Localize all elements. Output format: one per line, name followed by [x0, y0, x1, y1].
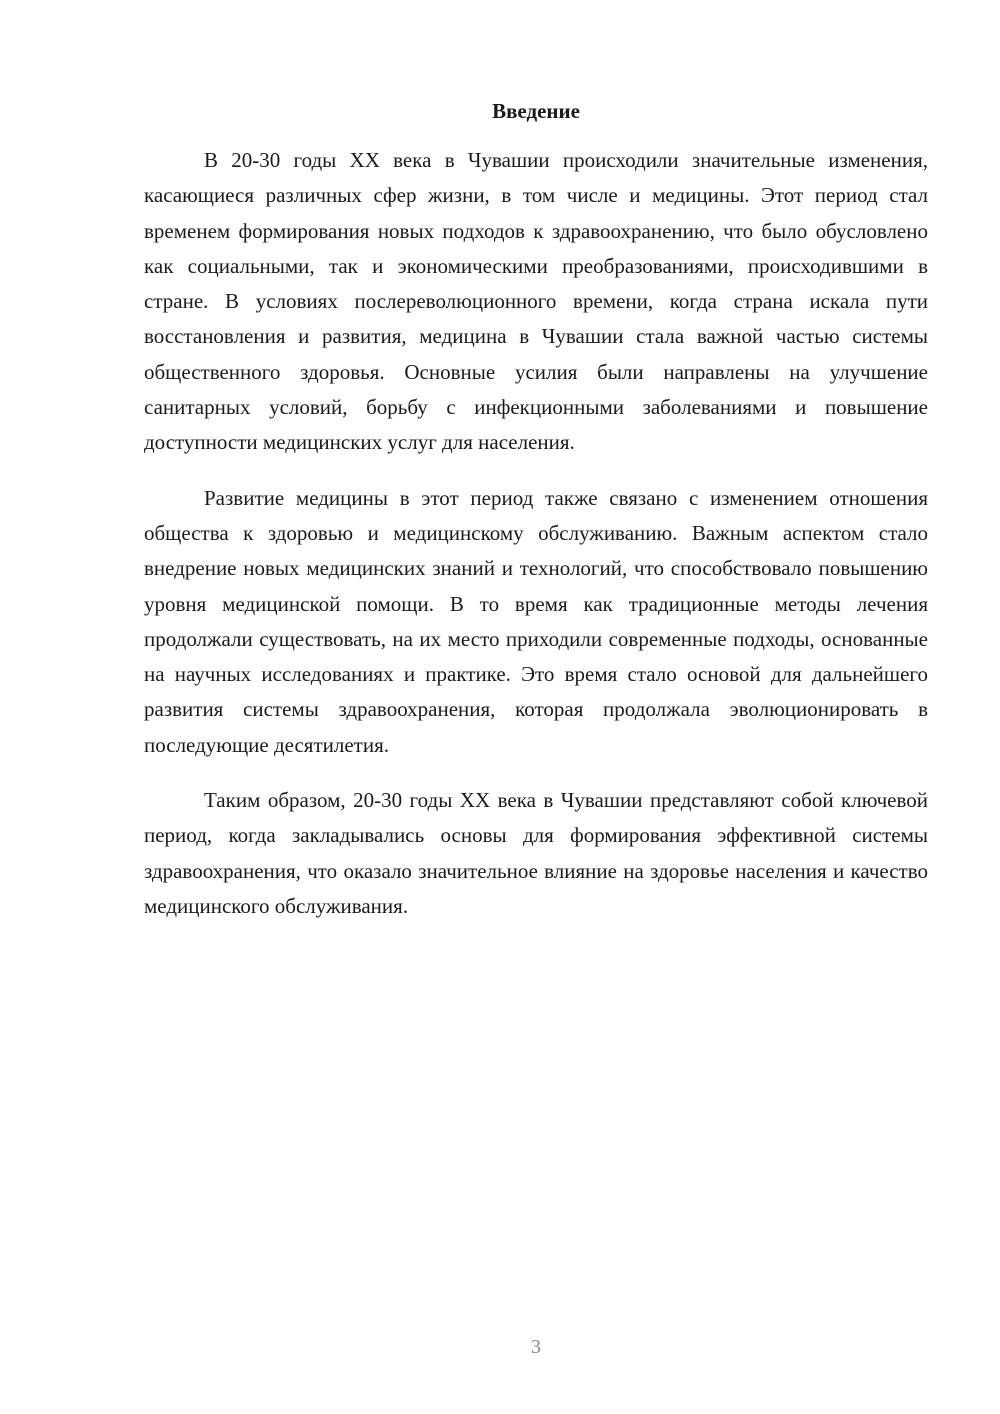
page-number: 3: [531, 1336, 541, 1358]
page-title: Введение: [492, 99, 580, 123]
paragraph-3: Таким образом, 20-30 годы XX века в Чувашии представляют собой ключевой период, когда закладывались основы для формирования эффективной системы здравоохранения, что оказало значительное влияние на здоровье населения и качество медицинского обслуживания.: [144, 788, 928, 918]
paragraph-2: Развитие медицины в этот период также связано с изменением отношения общества к здоровью и медицинскому обслуживанию. Важным аспектом стало внедрение новых медицинских знаний и технологий, что способствовало повышению уровня медицинской помощи. В то время как традиционные методы лечения продолжали существовать, на их место приходили современные подходы, основанные на научных исследованиях и практике. Это время стало основой для дальнейшего развития системы здравоохранения, которая продолжала эволюционировать в последующие десятилетия.: [144, 485, 928, 757]
paragraph-1: В 20-30 годы XX века в Чувашии происходили значительные изменения, касающиеся различных сфер жизни, в том числе и медицины. Этот период стал временем формирования новых подходов к здравоохранению, что было обусловлено как социальными, так и экономическими преобразованиями, происходившими в стране. В условиях послереволюционного времени, когда страна искала пути восстановления и развития, медицина в Чувашии стала важной частью системы общественного здоровья. Основные усилия были направлены на улучшение санитарных условий, борьбу с инфекционными заболеваниями и повышение доступности медицинских услуг для населения.: [144, 148, 928, 455]
document-body: [144, 143, 928, 944]
